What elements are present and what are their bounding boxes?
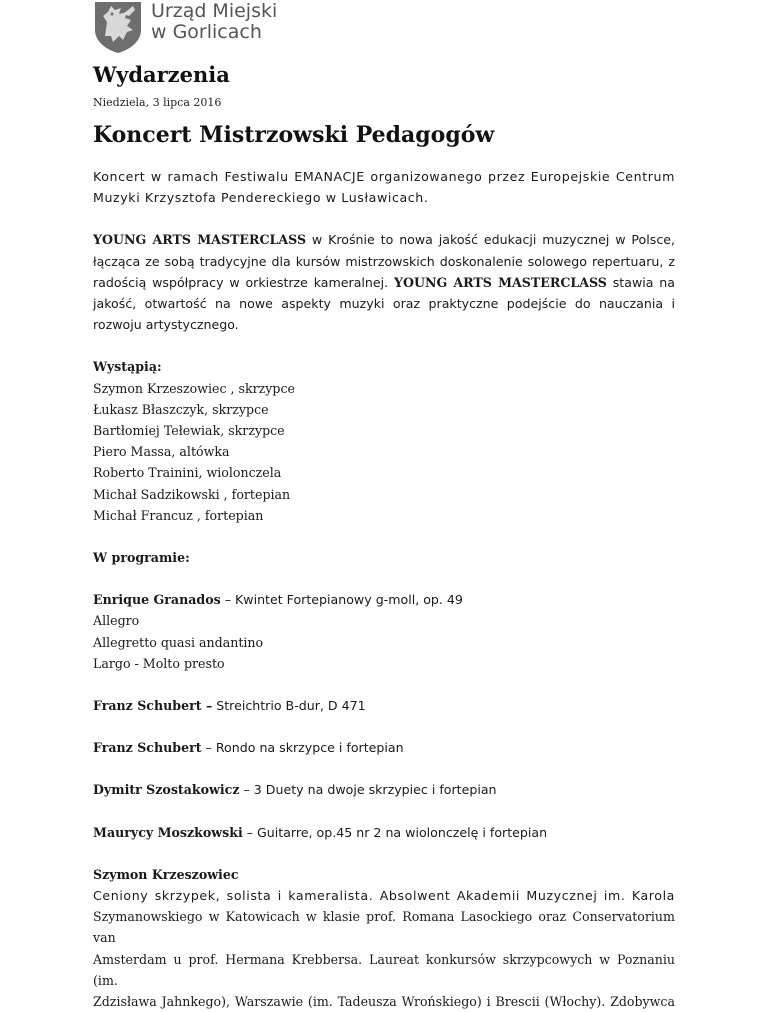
performer-item: Roberto Trainini, wiolonczela bbox=[93, 465, 282, 481]
bio-line: Amsterdam u prof. Hermana Krebbersa. Laureat konkursów skrzypcowych w Poznaniu (im. bbox=[93, 951, 675, 988]
program-line bbox=[93, 822, 675, 843]
bio-line: Ceniony skrzypek, solista i kameralista. Absolwent Akademii Muzycznej im. Karola bbox=[93, 888, 675, 904]
masterclass-bold-2: YOUNG ARTS MASTERCLASS bbox=[394, 274, 607, 290]
program-heading: W programie: bbox=[93, 550, 190, 566]
article-title: Koncert Mistrzowski Pedagogów bbox=[93, 122, 495, 148]
performer-item: Szymon Krzeszowiec , skrzypce bbox=[93, 380, 295, 396]
site-header bbox=[93, 0, 277, 56]
program-item-4 bbox=[93, 779, 675, 800]
program-item-2 bbox=[93, 695, 675, 716]
program-composer: Dymitr Szostakowicz bbox=[93, 782, 240, 798]
masterclass-bold-1: YOUNG ARTS MASTERCLASS bbox=[93, 232, 307, 248]
program-item-5 bbox=[93, 822, 675, 843]
performer-item: Bartłomiej Tełewiak, skrzypce bbox=[93, 423, 285, 439]
intro-paragraph: Koncert w ramach Festiwalu EMANACJE organizowanego przez Europejskie Centrum Muzyki Krzysztofa Pendereckiego w Lusławicach. bbox=[93, 169, 675, 206]
program-item-1 bbox=[93, 589, 675, 674]
performer-item: Łukasz Błaszczyk, skrzypce bbox=[93, 401, 269, 417]
article-date: Niedziela, 3 lipca 2016 bbox=[93, 96, 222, 109]
program-work: – 3 Duety na dwoje skrzypiec i fortepian bbox=[239, 782, 497, 798]
masterclass-text-1: w Krośnie to nowa jakość edukacji muzycznej w Polsce, łącząca ze sobą tradycyjne dla kursów mistrzowskich doskonalenie solowego repertuaru, z radością współpracy w orkiestrze kameralnej. bbox=[93, 232, 675, 290]
program-movement: Allegretto quasi andantino bbox=[93, 634, 264, 650]
program-composer: Franz Schubert bbox=[93, 740, 202, 756]
org-name bbox=[151, 1, 277, 43]
bio-block bbox=[93, 864, 675, 1012]
program-item-3 bbox=[93, 737, 675, 758]
program-work: – Kwintet Fortepianowy g-moll, op. 49 bbox=[220, 592, 463, 608]
program-work: – Rondo na skrzypce i fortepian bbox=[201, 740, 404, 756]
bio-line: Zdzisława Jahnkego), Warszawie (im. Tadeusza Wrońskiego) i Brescii (Włochy). Zdobywca bbox=[93, 994, 675, 1010]
org-name-line1: Urząd Miejski bbox=[151, 0, 278, 22]
program-work: – Guitarre, op.45 nr 2 na wiolonczelę i fortepian bbox=[242, 824, 548, 840]
program-line bbox=[93, 589, 675, 610]
article bbox=[93, 60, 675, 1012]
program-line bbox=[93, 695, 675, 716]
program-line bbox=[93, 737, 675, 758]
section-heading: Wydarzenia bbox=[93, 62, 230, 87]
performer-item: Michał Francuz , fortepian bbox=[93, 507, 264, 523]
program-composer: Enrique Granados bbox=[93, 592, 221, 608]
org-name-line2: w Gorlicach bbox=[151, 21, 262, 43]
program-work: Streichtrio B-dur, D 471 bbox=[212, 698, 366, 714]
program-line bbox=[93, 779, 675, 800]
program-movement: Allegro bbox=[93, 613, 140, 629]
performer-item: Piero Massa, altówka bbox=[93, 444, 230, 460]
masterclass-text-2: stawia na jakość, otwartość na nowe aspekty muzyki oraz praktyczne podejście do nauczania i rozwoju artystycznego. bbox=[93, 274, 675, 333]
bio-line: Szymanowskiego w Katowicach w klasie prof. Romana Lasockiego oraz Conservatorium van bbox=[93, 909, 675, 946]
program-composer: Maurycy Moszkowski bbox=[93, 824, 243, 840]
coat-of-arms-logo[interactable] bbox=[93, 0, 143, 54]
masterclass-paragraph bbox=[93, 229, 675, 335]
performers-heading: Wystąpią: bbox=[93, 359, 162, 375]
program-heading-block bbox=[93, 547, 675, 568]
program-movement: Largo - Molto presto bbox=[93, 655, 225, 671]
program-composer: Franz Schubert – bbox=[93, 698, 213, 714]
performers-block bbox=[93, 356, 675, 526]
bio-name: Szymon Krzeszowiec bbox=[93, 866, 239, 882]
performer-item: Michał Sadzikowski , fortepian bbox=[93, 486, 291, 502]
